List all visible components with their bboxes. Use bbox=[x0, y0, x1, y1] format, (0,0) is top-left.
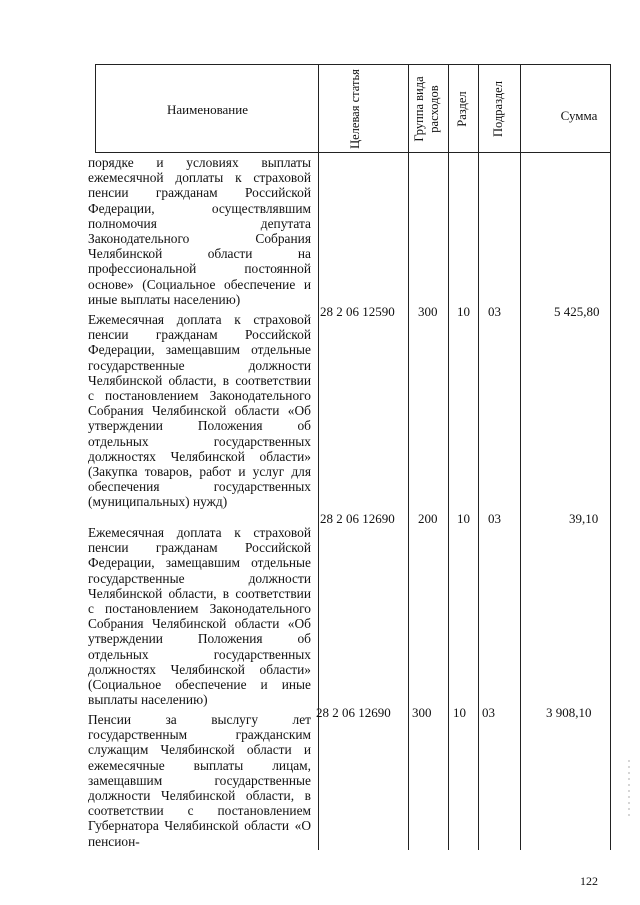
col-divider-target bbox=[408, 64, 409, 850]
header-name: Наименование bbox=[167, 102, 248, 117]
row-1-text: порядке и условиях выплаты ежемесячной доплаты к страховой пенсии гражданам Российской Федерации, осуществлявшим полномочия депутата Законодательного Собрания Челябинской области на профессиональной постоянной основе» (Социальное обеспечение и иные выплаты населению) bbox=[88, 155, 311, 307]
col-divider-subsection bbox=[520, 64, 521, 850]
header-section: Раздел bbox=[455, 91, 469, 127]
row-2-code: 28 2 06 12690 bbox=[320, 511, 395, 526]
row-1-code: 28 2 06 12590 bbox=[320, 304, 395, 319]
row-3-sum: 3 908,10 bbox=[546, 705, 592, 720]
row-4-text: Пенсии за выслугу лет государственным гражданским служащим Челябинской области и ежемесячные выплаты лицам, замещавшим государственные должности Челябинской области, в соответствии с постановлением Губернатора Челябинской области «О пенсион- bbox=[88, 712, 311, 849]
header-subsection: Подраздел bbox=[491, 81, 505, 137]
row-1-description bbox=[88, 155, 311, 307]
row-3-subsection: 03 bbox=[482, 705, 495, 720]
row-2-subsection: 03 bbox=[488, 511, 501, 526]
row-2-description bbox=[88, 312, 311, 510]
header-target: Целевая статья bbox=[348, 69, 362, 149]
row-2-group: 200 bbox=[418, 511, 438, 526]
col-divider-name bbox=[318, 64, 319, 850]
header-expense-group: Группа вида расходов bbox=[412, 76, 441, 142]
row-3-description bbox=[88, 525, 311, 707]
row-2-sum: 39,10 bbox=[569, 511, 599, 526]
row-1-sum: 5 425,80 bbox=[554, 304, 600, 319]
row-2-section: 10 bbox=[457, 511, 470, 526]
header-sum: Сумма bbox=[560, 108, 598, 123]
row-1-group: 300 bbox=[418, 304, 438, 319]
row-3-code: 28 2 06 12690 bbox=[316, 705, 391, 720]
row-3-text: Ежемесячная доплата к страховой пенсии гражданам Российской Федерации, замещавшим отдельные государственные должности Челябинской области, в соответствии с постановлением Законодательного Собрания Челябинской области «Об утверждении Положения об отдельных государственных должностях Челябинской области» (Социальное обеспечение и иные выплаты населению) bbox=[88, 525, 311, 708]
row-3-group: 300 bbox=[412, 705, 432, 720]
row-1-section: 10 bbox=[457, 304, 470, 319]
col-divider-section bbox=[478, 64, 479, 850]
row-2-text: Ежемесячная доплата к страховой пенсии гражданам Российской Федерации, замещавшим отдельные государственные должности Челябинской области, в соответствии с постановлением Законодательного Собрания Челябинской области «Об утверждении Положения об отдельных государственных должностях Челябинской области» (Закупка товаров, работ и услуг для обеспечения государственных (муниципальных) нужд) bbox=[88, 312, 311, 510]
page-number: 122 bbox=[580, 874, 598, 888]
table-right-border bbox=[610, 64, 611, 850]
col-divider-group bbox=[448, 64, 449, 850]
row-1-subsection: 03 bbox=[488, 304, 501, 319]
scan-artifact bbox=[628, 760, 630, 820]
row-3-section: 10 bbox=[453, 705, 466, 720]
row-4-description bbox=[88, 712, 311, 849]
